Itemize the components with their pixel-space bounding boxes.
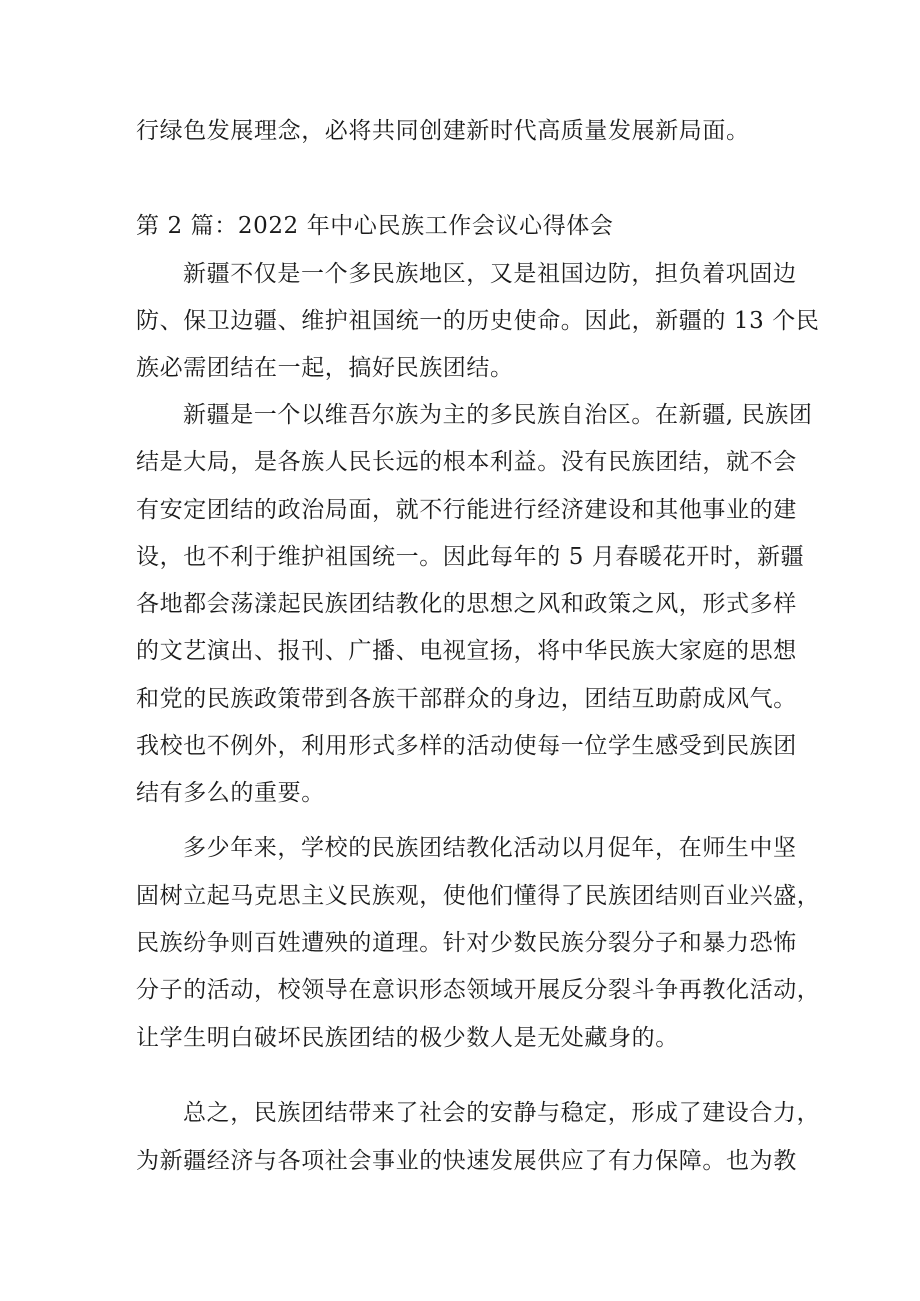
paragraph-3-line-1: 多少年来，学校的民族团结教化活动以月促年，在师生中坚 [183, 835, 797, 861]
paragraph-2-line-5: 各地都会荡漾起民族团结教化的思想之风和政策之风，形式多样 [136, 591, 797, 617]
paragraph-2-line-2: 结是大局，是各族人民长远的根本利益。没有民族团结，就不会 [136, 449, 797, 475]
paragraph-2-line-9: 结有多么的重要。 [136, 780, 325, 806]
paragraph-1-line-3: 族必需团结在一起，搞好民族团结。 [136, 355, 514, 381]
paragraph-2-line-4: 设，也不利于维护祖国统一。因此每年的 5 月春暖花开时，新疆 [136, 544, 805, 570]
paragraph-1-line-1: 新疆不仅是一个多民族地区，又是祖国边防，担负着巩固边 [183, 261, 797, 287]
opening-line: 行绿色发展理念，必将共同创建新时代高质量发展新局面。 [136, 118, 750, 144]
paragraph-2-line-7: 和党的民族政策带到各族干部群众的身边，团结互助蔚成风气。 [136, 686, 797, 712]
paragraph-3-line-2: 固树立起马克思主义民族观，使他们懂得了民族团结则百业兴盛， [136, 883, 821, 909]
paragraph-2-line-6: 的文艺演出、报刊、广播、电视宣扬，将中华民族大家庭的思想 [136, 638, 797, 664]
paragraph-2-line-8: 我校也不例外，利用形式多样的活动使每一位学生感受到民族团 [136, 733, 797, 759]
paragraph-3-line-4: 分子的活动，校领导在意识形态领域开展反分裂斗争再教化活动， [136, 977, 821, 1003]
paragraph-3-line-3: 民族纷争则百姓遭殃的道理。针对少数民族分裂分子和暴力恐怖 [136, 930, 797, 956]
paragraph-4-line-1: 总之，民族团结带来了社会的安静与稳定，形成了建设合力， [183, 1100, 821, 1126]
paragraph-1-line-2: 防、保卫边疆、维护祖国统一的历史使命。因此，新疆的 13 个民 [136, 308, 820, 334]
section-title: 第 2 篇：2022 年中心民族工作会议心得体会 [136, 213, 614, 239]
paragraph-3-line-5: 让学生明白破坏民族团结的极少数人是无处藏身的。 [136, 1025, 679, 1051]
paragraph-4-line-2: 为新疆经济与各项社会事业的快速发展供应了有力保障。也为教 [136, 1148, 797, 1174]
paragraph-2-line-1: 新疆是一个以维吾尔族为主的多民族自治区。在新疆, 民族团 [183, 402, 813, 428]
paragraph-2-line-3: 有安定团结的政治局面，就不行能进行经济建设和其他事业的建 [136, 497, 797, 523]
